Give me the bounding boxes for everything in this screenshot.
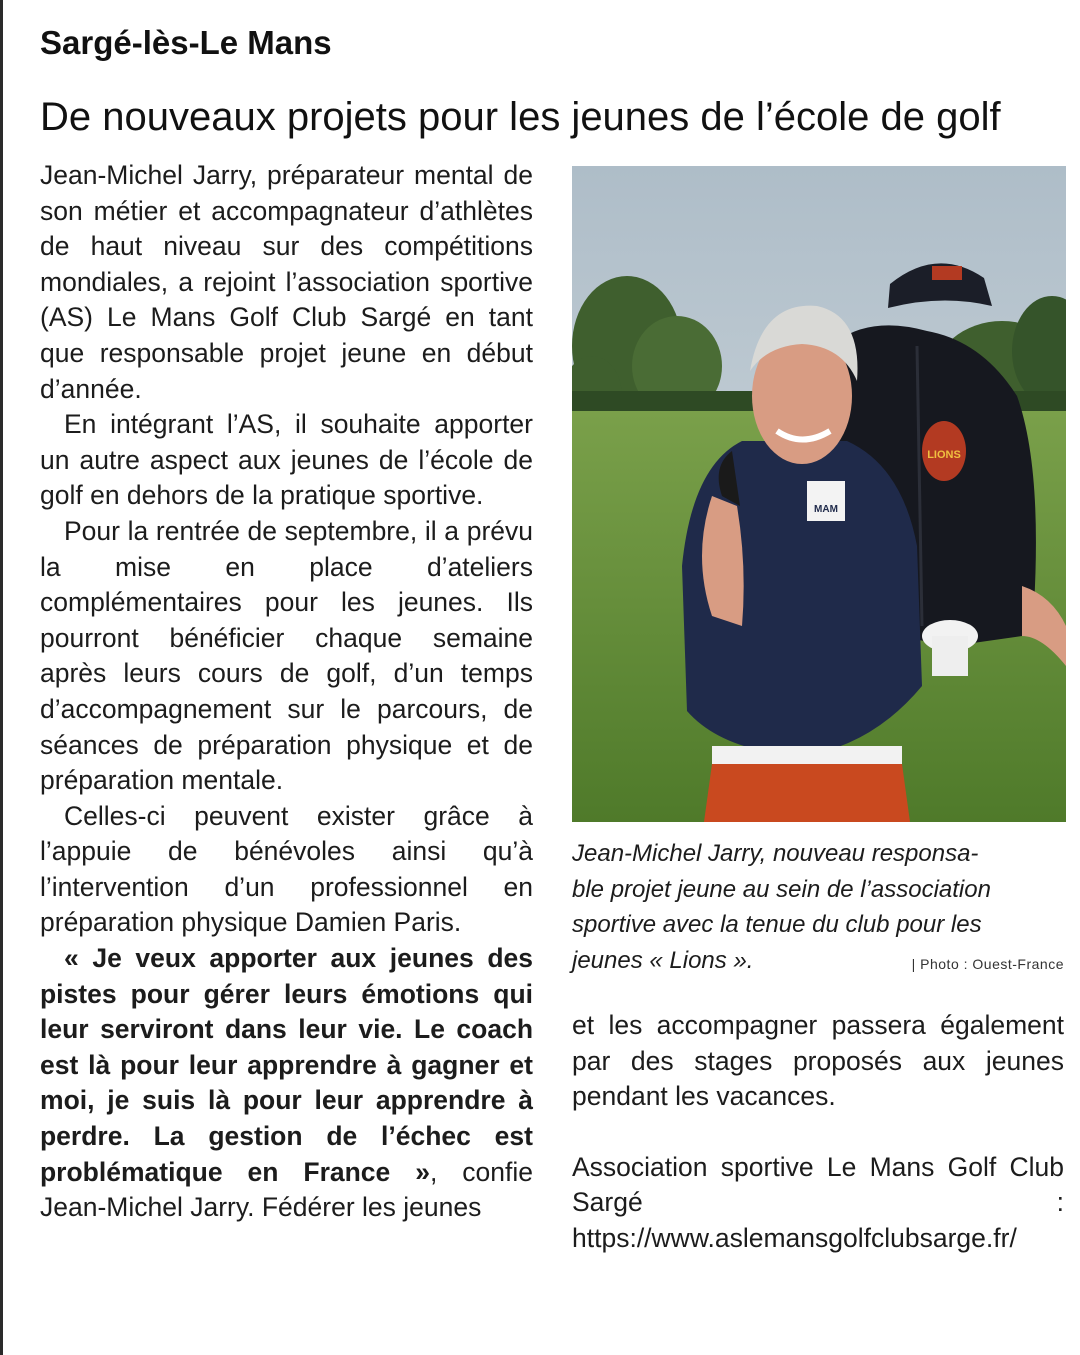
article-paragraph: En intégrant l’AS, il souhaite apporter un autre aspect aux jeunes de l’école de golf en dehors de la pratique sportive.	[40, 409, 533, 511]
caption-line: ble projet jeune au sein de l’association	[572, 875, 991, 903]
photo-credit: | Photo : Ouest-France	[911, 956, 1064, 972]
article-paragraph: Pour la rentrée de septembre, il a prévu la mise en place d’ateliers complémentaires pour les jeunes. Ils pourront bénéficier chaque semaine après leurs cours de golf, d’un temps d’accompagnement sur le parcours, de séances de préparation physique et de préparation mentale.	[40, 515, 533, 796]
article-column-left	[40, 158, 533, 1226]
quote-attribution: , confie Jean-Michel Jarry. Fédérer les jeunes	[40, 1156, 533, 1223]
paragraph-spacer	[572, 1115, 1064, 1150]
jacket-logo-text: LIONS	[927, 449, 961, 461]
page-edge-rule	[0, 0, 3, 1355]
article-photo	[572, 166, 1066, 822]
article-paragraph: Celles-ci peuvent exister grâce à l’appuie de bénévoles ainsi qu’à l’intervention d’un professionnel en préparation physique Damien Paris.	[40, 800, 533, 938]
caption-line: sportive avec la tenue du club pour les	[572, 911, 982, 938]
article-paragraph: Jean-Michel Jarry, préparateur mental de son métier et accompagnateur d’athlètes de haut niveau sur des compétitions mondiales, a rejoint l’association sportive (AS) Le Mans Golf Club Sargé en tant que responsable projet jeune en début d’année.	[40, 160, 533, 404]
quote-paragraph	[40, 941, 533, 1226]
article-headline: De nouveaux projets pour les jeunes de l’école de golf	[40, 95, 1001, 139]
pull-quote: « Je veux apporter aux jeunes des pistes pour gérer leurs émotions qui leur serviront dans leur vie. Le coach est là pour leur apprendre à gagner et moi, je suis là pour leur apprendre à perdre. La gestion de l’échec est problématique en France »	[40, 943, 533, 1187]
shirt-logo-text: MAM	[814, 504, 838, 515]
article-paragraph: et les accompagner passera également par des stages proposés aux jeunes pendant les vacances.	[572, 1010, 1064, 1112]
caption-line: jeunes « Lions ».	[572, 946, 754, 974]
article-footer-link: Association sportive Le Mans Golf Club Sargé : https://www.aslemansgolfclubsarge.fr/	[572, 1151, 1064, 1253]
caption-line: Jean-Michel Jarry, nouveau responsa-	[572, 840, 979, 867]
article-column-right	[572, 1008, 1064, 1257]
article-location: Sargé-lès-Le Mans	[40, 24, 332, 61]
photo-caption	[572, 836, 1064, 978]
